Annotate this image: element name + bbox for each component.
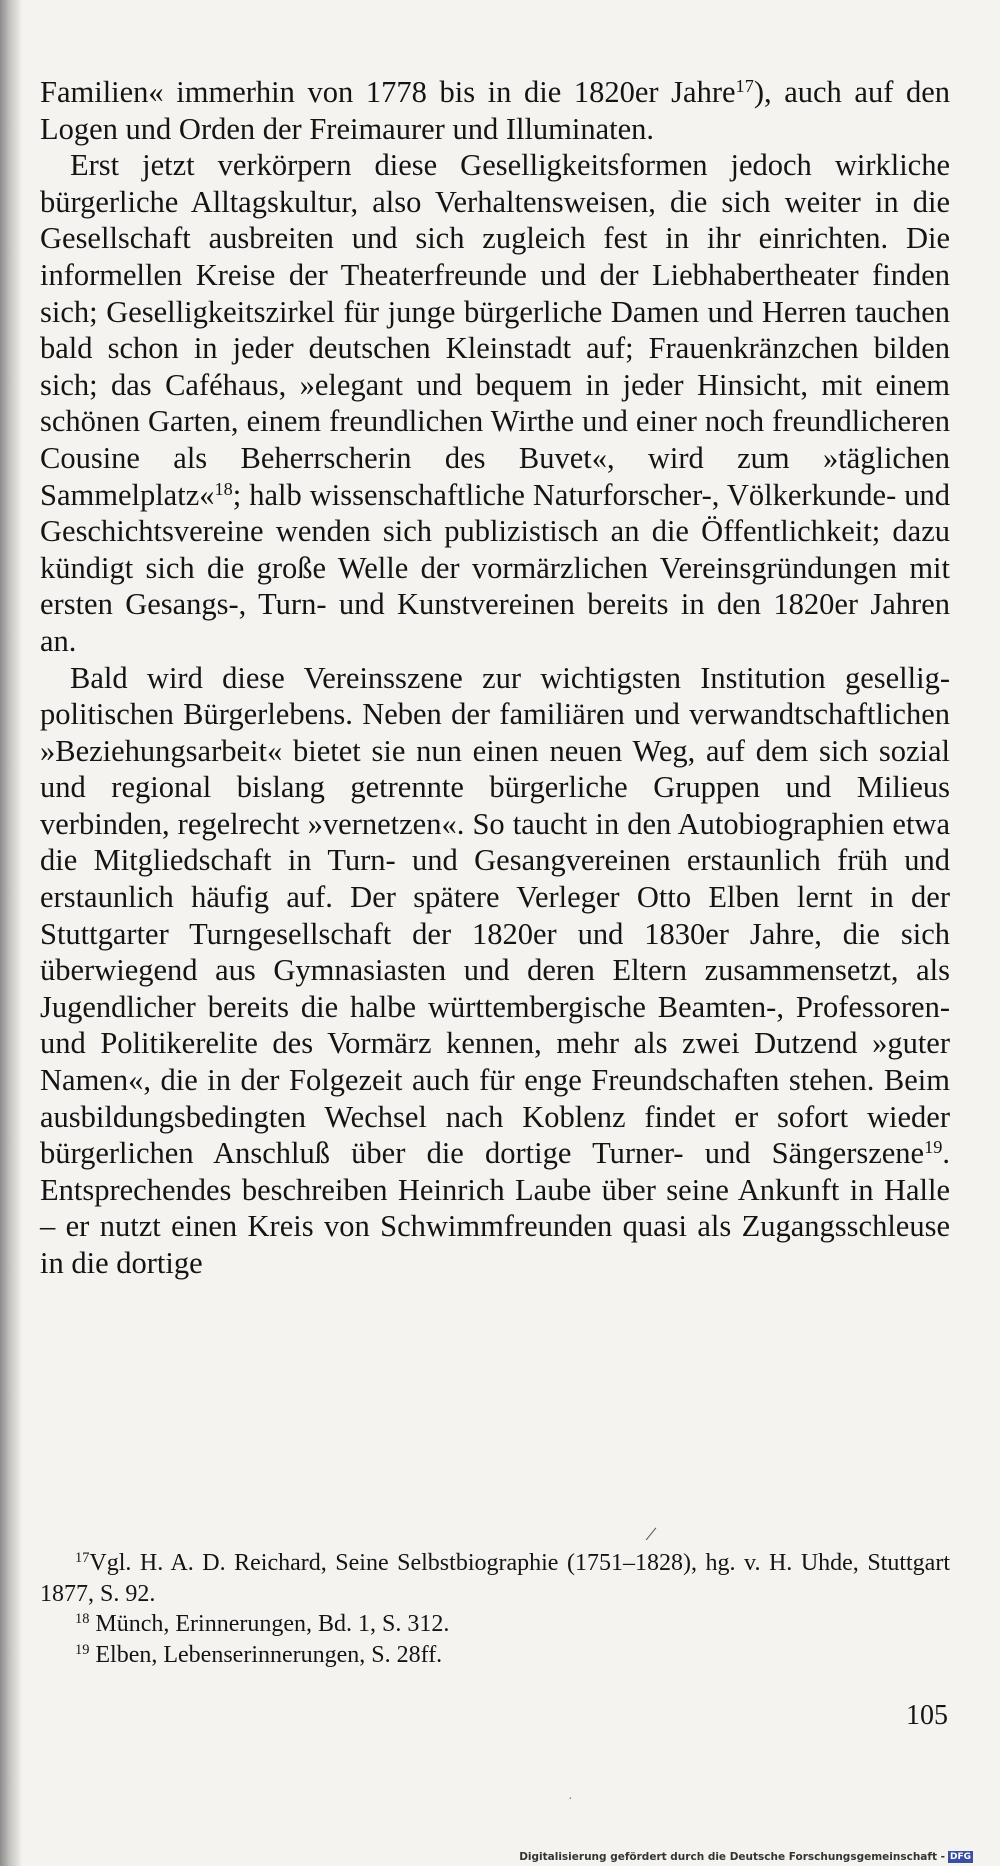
footnote-number: 18 <box>75 1611 90 1628</box>
paragraph-2 <box>40 147 950 659</box>
stray-pen-mark: / <box>644 1520 659 1547</box>
body-text <box>40 74 950 1282</box>
paragraph-text: Erst jetzt verkörpern diese Geselligkeitsformen jedoch wirkliche bürgerliche Alltagskultur, also Verhaltensweisen, die sich weiter in die Gesellschaft ausbreiten und sich zugleich fest in ihr einrichten. Die informellen Kreise der Theaterfreunde und der Liebhabertheater finden sich; Geselligkeitszirkel für junge bürgerliche Damen und Herren tauchen bald schon in jeder deutschen Kleinstadt auf; Frauenkränzchen bilden sich; das Caféhaus, »elegant und bequem in jeder Hinsicht, mit einem schönen Garten, einem freundlichen Wirthe und einer noch freundlicheren Cousine als Beherrscherin des Buvet«, wird zum »täglichen Sammelplatz« <box>40 148 950 512</box>
paragraph-3 <box>40 660 950 1282</box>
footnote-ref-19[interactable]: 19 <box>924 1137 943 1158</box>
scan-edge-shadow <box>0 0 22 1866</box>
stray-dot: · <box>568 1792 573 1807</box>
funding-note <box>519 1851 973 1863</box>
paragraph-1 <box>40 74 950 147</box>
paragraph-text: ), auch auf den Logen und Orden der Freimaurer und Illuminaten. <box>40 75 950 146</box>
funding-note-text: Digitalisierung gefördert durch die Deutsche Forschungsgemeinschaft - <box>519 1851 945 1863</box>
footnote-text: Vgl. H. A. D. Reichard, Seine Selbstbiographie (1751–1828), hg. v. H. Uhde, Stuttgart 1877, S. 92. <box>40 1550 950 1607</box>
footnote-number: 19 <box>75 1641 90 1658</box>
footnotes <box>40 1548 950 1670</box>
page-number: 105 <box>906 1700 948 1731</box>
footnote-text: Elben, Lebenserinnerungen, S. 28ff. <box>95 1641 443 1668</box>
footnote-ref-18[interactable]: 18 <box>214 478 233 499</box>
footnote-text: Münch, Erinnerungen, Bd. 1, S. 312. <box>95 1611 450 1637</box>
footnote-number: 17 <box>75 1550 90 1567</box>
footnote-ref-17[interactable]: 17 <box>735 75 754 96</box>
paragraph-text: ; halb wissenschaftliche Naturforscher-, Völkerkunde- und Geschichtsvereine wenden sich publizistisch an die Öffentlichkeit; dazu kündigt sich die große Welle der vormärzlichen Vereinsgründungen mit ersten Gesangs-, Turn- und Kunstvereinen bereits in den 1820er Jahren an. <box>40 477 950 658</box>
footnote-18 <box>40 1609 950 1640</box>
paragraph-text: . Entsprechendes beschreiben Heinrich Laube über seine Ankunft in Halle – er nutzt einen Kreis von Schwimmfreunden quasi als Zugangsschleuse in die dortige <box>40 1136 950 1280</box>
paragraph-text: Bald wird diese Vereinsszene zur wichtigsten Institution gesellig-politischen Bürgerlebens. Neben der familiären und verwandtschaftlichen »Beziehungsarbeit« bietet sie nun einen neuen Weg, auf dem sich sozial und regional bislang getrennte bürgerliche Gruppen und Milieus verbinden, regelrecht »vernetzen«. So taucht in den Autobiographien etwa die Mitgliedschaft in Turn- und Gesangvereinen erstaunlich früh und erstaunlich häufig auf. Der spätere Verleger Otto Elben lernt in der Stuttgarter Turngesellschaft der 1820er und 1830er Jahre, die sich überwiegend aus Gymnasiasten und deren Eltern zusammensetzt, als Jugendlicher bereits die halbe württembergische Beamten-, Professoren- und Politikerelite des Vormärz kennen, mehr als zwei Dutzend »guter Namen«, die in der Folgezeit auch für enge Freundschaften stehen. Beim ausbildungsbedingten Wechsel nach Koblenz findet er sofort wieder bürgerlichen Anschluß über die dortige Turner- und Sängerszene <box>40 660 950 1171</box>
footnote-17 <box>40 1548 950 1609</box>
paragraph-text: Familien« immerhin von 1778 bis in die 1820er Jahre <box>40 75 736 109</box>
dfg-logo-icon: DFG <box>949 1852 971 1862</box>
footnote-19 <box>40 1640 950 1671</box>
